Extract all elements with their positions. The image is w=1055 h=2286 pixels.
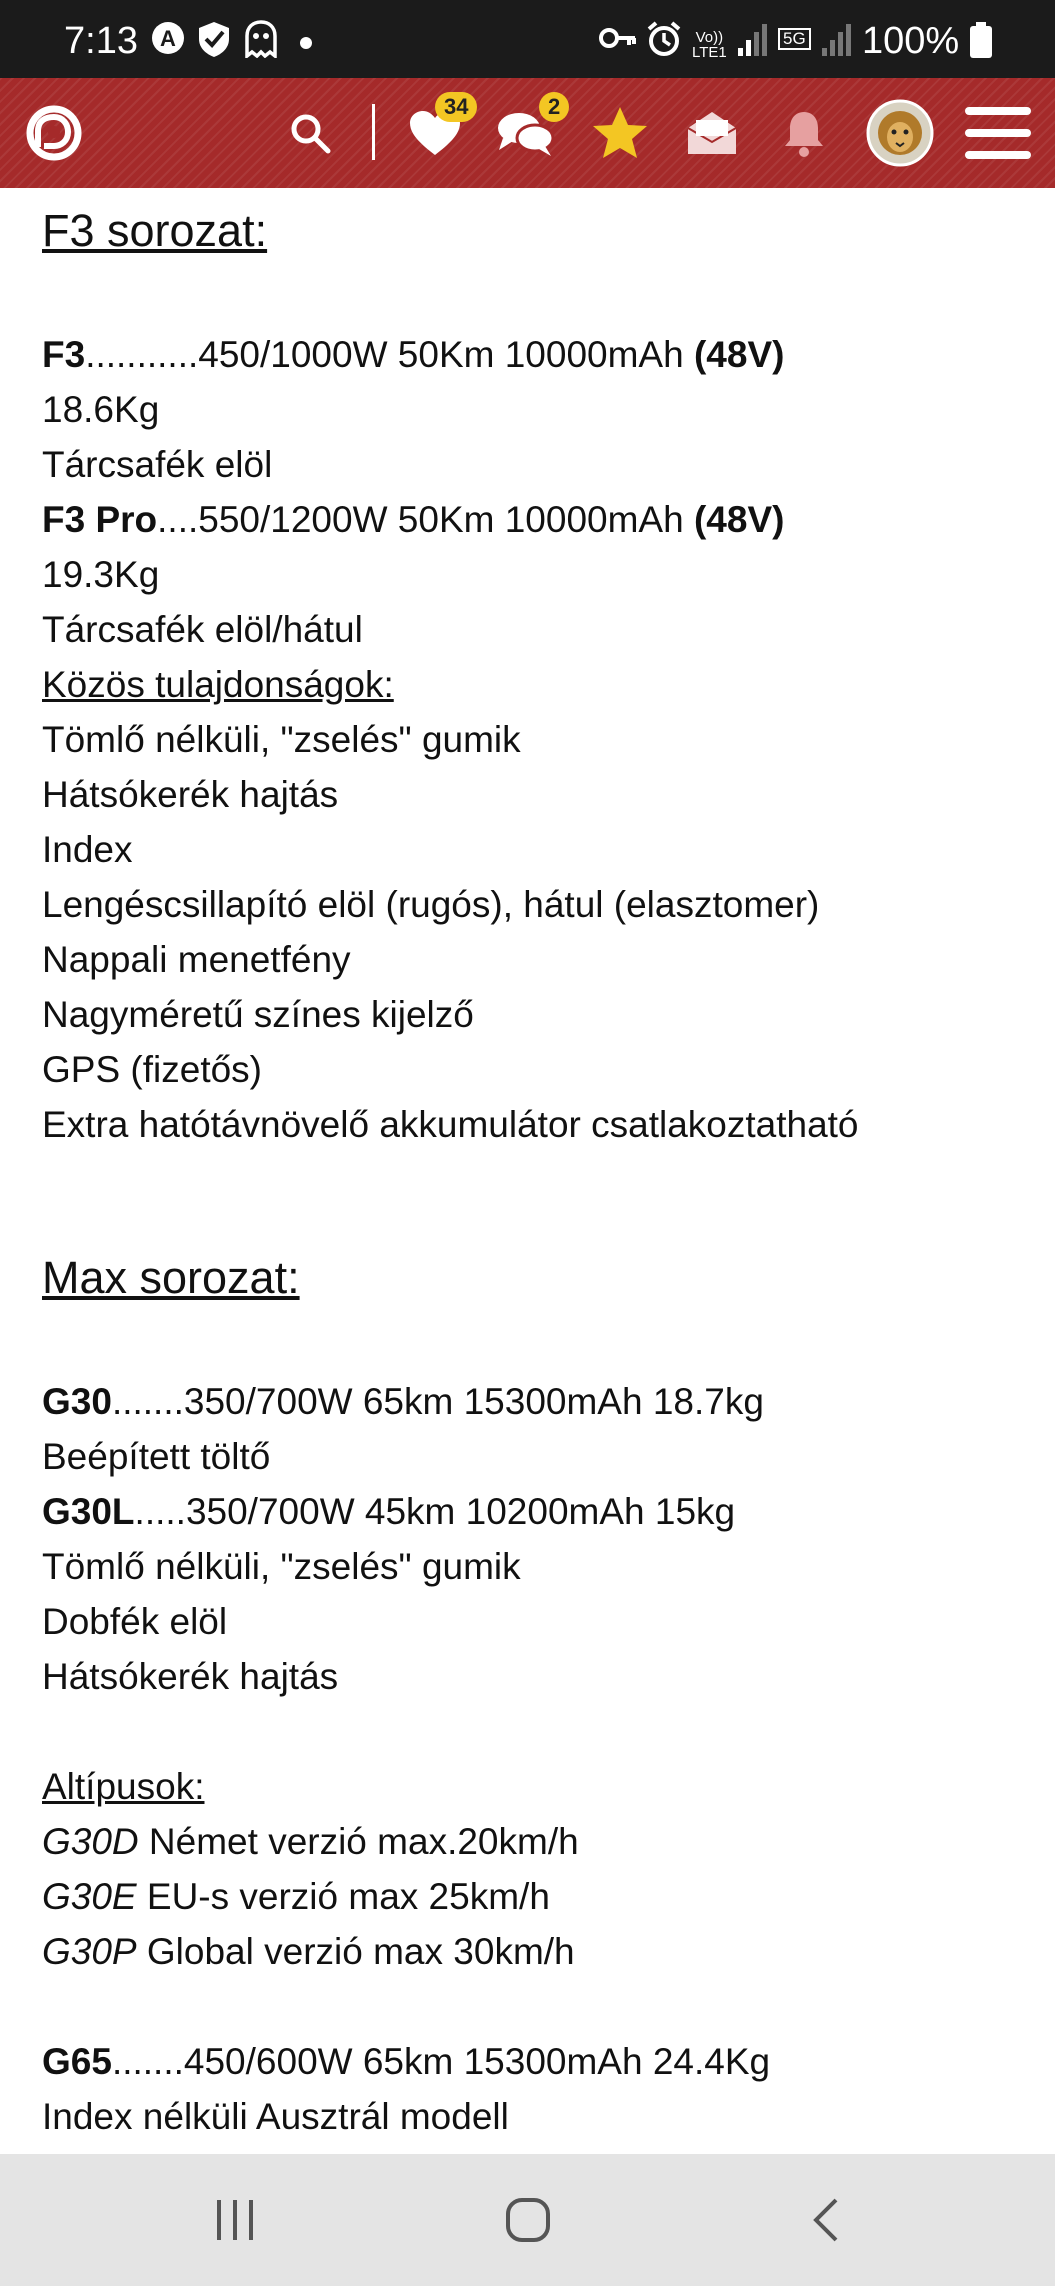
list-item: Nappali menetfény (42, 939, 351, 980)
battery-percent: 100% (862, 20, 960, 62)
subtype-code: G30D (42, 1821, 139, 1862)
svg-text:A: A (160, 26, 176, 51)
list-item: Index (42, 829, 133, 870)
alarm-icon (646, 20, 682, 63)
f3-series-heading: F3 sorozat: (42, 205, 268, 256)
status-bar (0, 0, 1055, 78)
list-item: GPS (fizetős) (42, 1049, 262, 1090)
site-logo-icon[interactable] (14, 78, 94, 188)
list-item: Dobfék elöl (42, 1601, 228, 1642)
signal-icon-2 (822, 20, 852, 63)
key-icon (598, 20, 638, 61)
common-features-heading: Közös tulajdonságok: (42, 664, 394, 705)
list-item: Extra hatótávnövelő akkumulátor csatlakoztatható (42, 1104, 859, 1145)
notification-dot-icon (300, 36, 312, 54)
recent-apps-icon[interactable] (175, 2154, 295, 2286)
f3pro-weight: 19.3Kg (42, 554, 160, 595)
list-item: Tömlő nélküli, "zselés" gumik (42, 1546, 521, 1587)
subtype-code: G30E (42, 1876, 137, 1917)
g30-feature: Beépített töltő (42, 1436, 271, 1477)
home-icon[interactable] (468, 2154, 588, 2286)
g30-model-name: G30 (42, 1381, 112, 1422)
list-item: Nagyméretű színes kijelző (42, 994, 474, 1035)
fiveg-label: 5G (778, 28, 811, 50)
subtype-item: G30P Global verzió max 30km/h (42, 1931, 575, 1972)
likes-button[interactable] (395, 78, 475, 188)
app-header (0, 78, 1055, 188)
f3pro-model-name: F3 Pro (42, 499, 158, 540)
subtype-item: G30E EU-s verzió max 25km/h (42, 1876, 550, 1917)
back-icon[interactable] (765, 2154, 885, 2286)
f3-model-name: F3 (42, 334, 86, 375)
max-series-heading: Max sorozat: (42, 1252, 300, 1303)
g65-spec-line: G65.......450/600W 65km 15300mAh 24.4Kg (42, 2041, 771, 2082)
g65-feature: Index nélküli Ausztrál modell (42, 2096, 509, 2137)
user-avatar[interactable] (862, 78, 938, 188)
shield-icon (196, 20, 232, 63)
g30l-spec-line: G30L.....350/700W 45km 10200mAh 15kg (42, 1491, 736, 1532)
list-item: Hátsókerék hajtás (42, 1656, 339, 1697)
system-nav-bar (0, 2154, 1055, 2286)
likes-badge: 34 (435, 92, 477, 122)
messages-badge: 2 (539, 92, 569, 122)
menu-hamburger-icon[interactable] (956, 78, 1040, 188)
list-item: Lengéscsillapító elöl (rugós), hátul (elasztomer) (42, 884, 820, 925)
subtype-item: G30D Német verzió max.20km/h (42, 1821, 579, 1862)
battery-icon (970, 22, 992, 65)
f3-weight: 18.6Kg (42, 389, 160, 430)
header-divider (372, 104, 375, 160)
g30-spec-line: G30.......350/700W 65km 15300mAh 18.7kg (42, 1381, 764, 1422)
subtype-code: G30P (42, 1931, 137, 1972)
list-item: Tömlő nélküli, "zselés" gumik (42, 719, 521, 760)
list-item: Hátsókerék hajtás (42, 774, 339, 815)
lte-label: Vo)) LTE1 (692, 29, 727, 61)
bell-icon[interactable] (764, 78, 844, 188)
search-icon[interactable] (270, 78, 350, 188)
messages-button[interactable] (485, 78, 565, 188)
subtypes-heading: Altípusok: (42, 1766, 205, 1807)
post-content (42, 190, 1042, 2144)
signal-icon (738, 20, 768, 63)
f3-spec-line: F3...........450/1000W 50Km 10000mAh (48V) (42, 334, 785, 375)
mail-open-icon[interactable] (672, 78, 752, 188)
favorites-star-icon[interactable] (580, 78, 660, 188)
f3pro-brakes: Tárcsafék elöl/hátul (42, 609, 363, 650)
status-time: 7:13 (64, 20, 138, 62)
g30l-model-name: G30L (42, 1491, 135, 1532)
auto-icon (150, 20, 186, 61)
f3pro-spec-line: F3 Pro....550/1200W 50Km 10000mAh (48V) (42, 499, 785, 540)
ghost-icon (244, 20, 278, 63)
f3-brakes: Tárcsafék elöl (42, 444, 273, 485)
g65-model-name: G65 (42, 2041, 112, 2082)
